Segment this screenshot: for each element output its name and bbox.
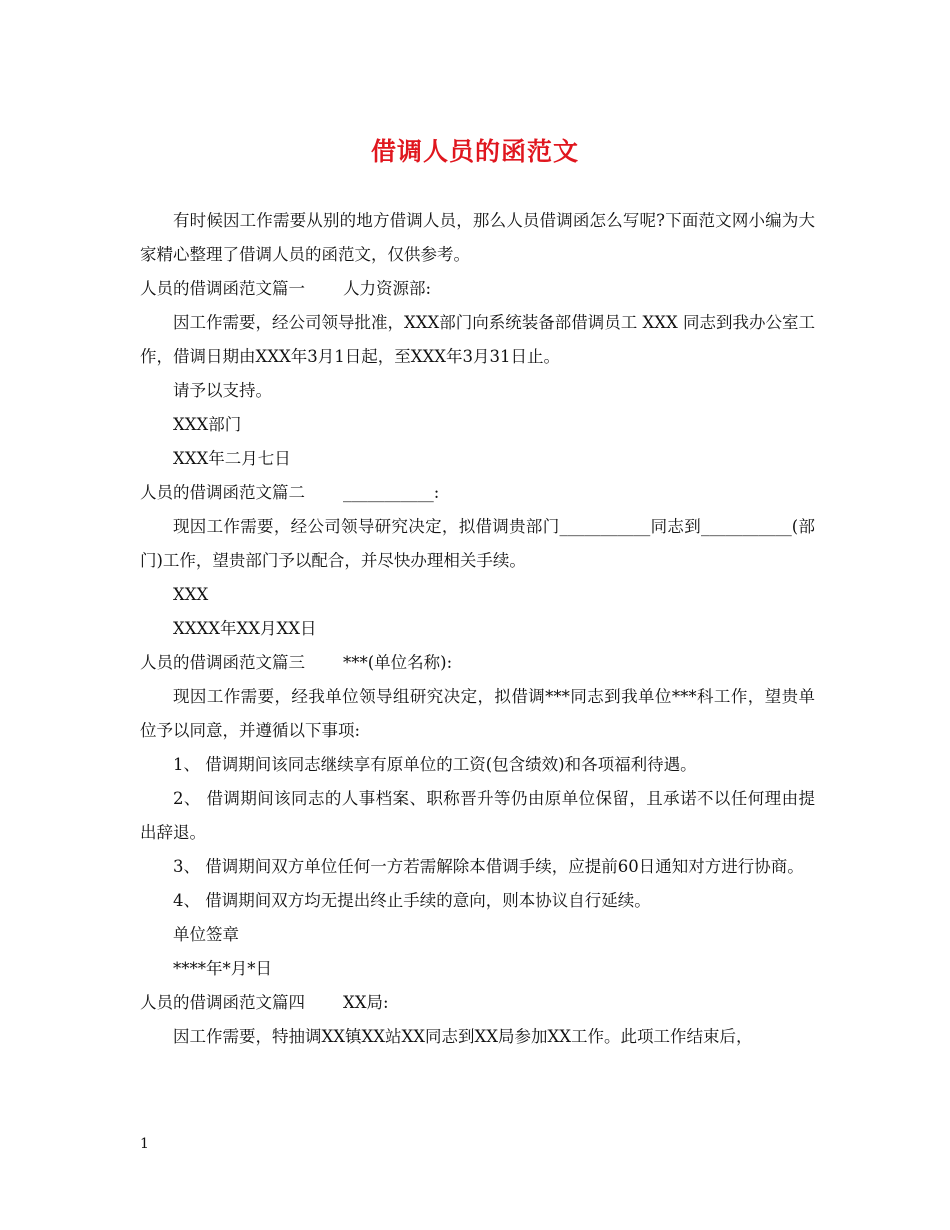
document-body [140,204,815,1054]
section-heading [140,476,815,510]
list-item: 4、 借调期间双方均无提出终止手续的意向，则本协议自行延续。 [173,891,651,910]
section-heading [140,646,815,680]
section-title: 人员的借调函范文篇一 [140,279,305,298]
list-item: 2、 借调期间该同志的人事档案、职称晋升等仍由原单位保留，且承诺不以任何理由提出辞退。 [140,789,815,842]
date-line: ****年*月*日 [173,959,272,978]
section-addressee: ***(单位名称): [343,653,453,672]
page-number: 1 [140,1136,149,1152]
signature: XXX部门 [173,415,242,434]
signature: 单位签章 [173,925,239,944]
list-item: 1、 借调期间该同志继续享有原单位的工资(包含绩效)和各项福利待遇。 [173,755,697,774]
paragraph: 现因工作需要，经公司领导研究决定，拟借调贵部门___________同志到___________(部门)工作，望贵部门予以配合，并尽快办理相关手续。 [140,517,815,570]
section-addressee: ___________: [343,483,440,502]
signature: XXX [173,585,209,604]
paragraph: 请予以支持。 [173,381,272,400]
section-heading [140,272,815,306]
document-title: 借调人员的函范文 [370,137,579,166]
section-title: 人员的借调函范文篇四 [140,993,305,1012]
section-addressee: 人力资源部: [343,279,432,298]
paragraph: 因工作需要，特抽调XX镇XX站XX同志到XX局参加XX工作。此项工作结束后， [173,1027,753,1046]
date-line: XXX年二月七日 [173,449,291,468]
date-line: XXXX年XX月XX日 [173,619,317,638]
list-item: 3、 借调期间双方单位任何一方若需解除本借调手续，应提前60日通知对方进行协商。 [173,857,804,876]
intro-paragraph: 有时候因工作需要从别的地方借调人员，那么人员借调函怎么写呢?下面范文网小编为大家精心整理了借调人员的函范文，仅供参考。 [140,211,815,264]
paragraph: 现因工作需要，经我单位领导组研究决定，拟借调***同志到我单位***科工作，望贵单位予以同意，并遵循以下事项: [140,687,815,740]
section-heading [140,986,815,1020]
paragraph: 因工作需要，经公司领导批准，XXX部门向系统装备部借调员工 XXX 同志到我办公室工作，借调日期由XXX年3月1日起，至XXX年3月31日止。 [140,313,815,366]
section-addressee: XX局: [343,993,389,1012]
section-title: 人员的借调函范文篇三 [140,653,305,672]
section-title: 人员的借调函范文篇二 [140,483,305,502]
